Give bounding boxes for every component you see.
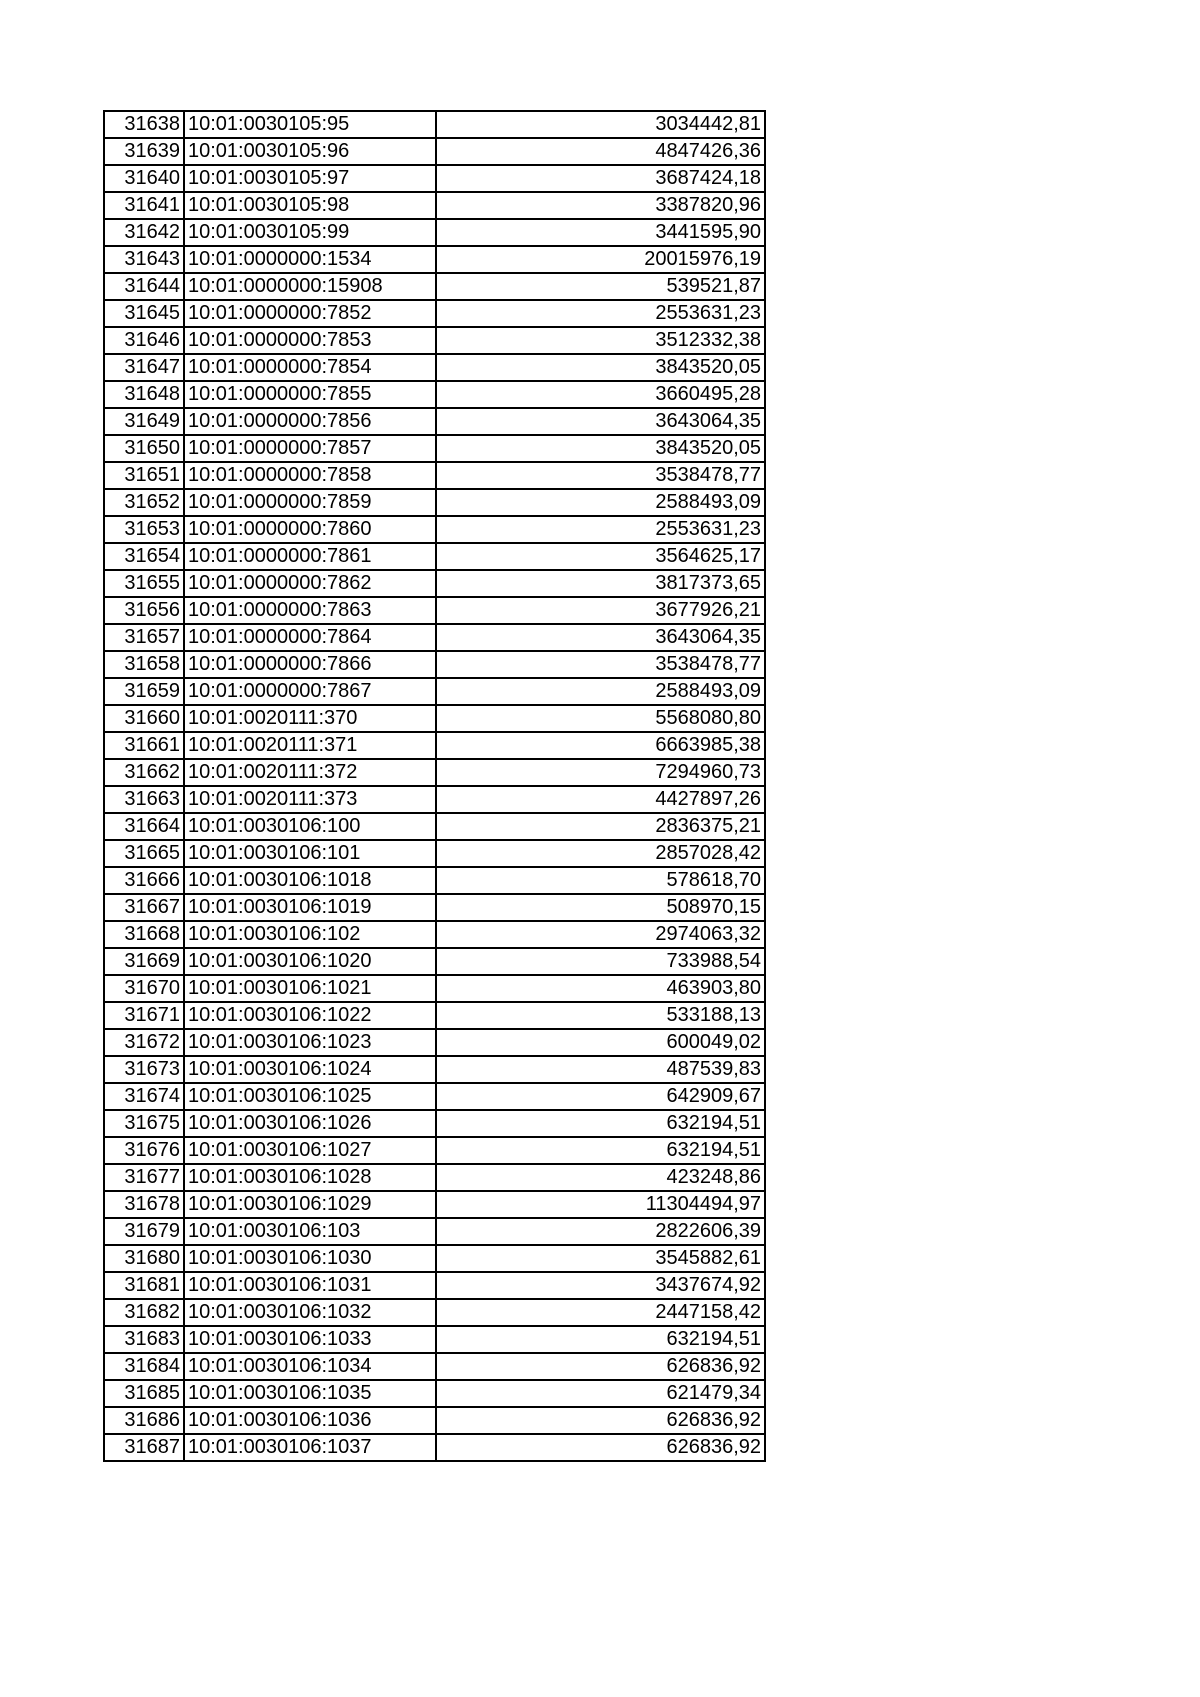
cadastral-number-cell: 10:01:0000000:7862: [184, 570, 436, 597]
row-number-cell: 31659: [104, 678, 184, 705]
cadastral-number-cell: 10:01:0030106:102: [184, 921, 436, 948]
cadastral-number-cell: 10:01:0020111:370: [184, 705, 436, 732]
table-row: [104, 192, 765, 219]
cadastral-number-cell: 10:01:0030106:1020: [184, 948, 436, 975]
row-number-cell: 31661: [104, 732, 184, 759]
cadastral-number-cell: 10:01:0000000:7852: [184, 300, 436, 327]
table-row: [104, 705, 765, 732]
row-number-cell: 31652: [104, 489, 184, 516]
table-row: [104, 624, 765, 651]
table-row: [104, 786, 765, 813]
value-cell: 3817373,65: [436, 570, 765, 597]
cadastral-number-cell: 10:01:0030106:1035: [184, 1380, 436, 1407]
value-cell: 3677926,21: [436, 597, 765, 624]
value-cell: 3643064,35: [436, 408, 765, 435]
value-cell: 626836,92: [436, 1407, 765, 1434]
value-cell: 621479,34: [436, 1380, 765, 1407]
table-row: [104, 381, 765, 408]
cadastral-number-cell: 10:01:0000000:7858: [184, 462, 436, 489]
row-number-cell: 31670: [104, 975, 184, 1002]
table-row: [104, 1083, 765, 1110]
table-row: [104, 111, 765, 138]
cadastral-number-cell: 10:01:0000000:1534: [184, 246, 436, 273]
cadastral-number-cell: 10:01:0030106:1036: [184, 1407, 436, 1434]
cadastral-number-cell: 10:01:0000000:15908: [184, 273, 436, 300]
row-number-cell: 31668: [104, 921, 184, 948]
table-row: [104, 354, 765, 381]
cadastral-number-cell: 10:01:0000000:7861: [184, 543, 436, 570]
cadastral-number-cell: 10:01:0020111:371: [184, 732, 436, 759]
cadastral-number-cell: 10:01:0030105:98: [184, 192, 436, 219]
cadastral-number-cell: 10:01:0000000:7860: [184, 516, 436, 543]
value-cell: 2836375,21: [436, 813, 765, 840]
row-number-cell: 31643: [104, 246, 184, 273]
row-number-cell: 31674: [104, 1083, 184, 1110]
value-cell: 2857028,42: [436, 840, 765, 867]
row-number-cell: 31680: [104, 1245, 184, 1272]
value-cell: 4427897,26: [436, 786, 765, 813]
table-row: [104, 435, 765, 462]
row-number-cell: 31679: [104, 1218, 184, 1245]
row-number-cell: 31677: [104, 1164, 184, 1191]
table-row: [104, 1191, 765, 1218]
value-cell: 463903,80: [436, 975, 765, 1002]
cadastral-number-cell: 10:01:0030106:100: [184, 813, 436, 840]
value-cell: 3538478,77: [436, 462, 765, 489]
row-number-cell: 31650: [104, 435, 184, 462]
table-row: [104, 1056, 765, 1083]
row-number-cell: 31648: [104, 381, 184, 408]
cadastral-number-cell: 10:01:0000000:7863: [184, 597, 436, 624]
value-cell: 2588493,09: [436, 678, 765, 705]
row-number-cell: 31671: [104, 1002, 184, 1029]
row-number-cell: 31684: [104, 1353, 184, 1380]
table-row: [104, 1002, 765, 1029]
table-row: [104, 975, 765, 1002]
table-row: [104, 1380, 765, 1407]
row-number-cell: 31654: [104, 543, 184, 570]
row-number-cell: 31656: [104, 597, 184, 624]
value-cell: 4847426,36: [436, 138, 765, 165]
table-row: [104, 1434, 765, 1461]
row-number-cell: 31642: [104, 219, 184, 246]
value-cell: 20015976,19: [436, 246, 765, 273]
cadastral-number-cell: 10:01:0030106:1037: [184, 1434, 436, 1461]
table-row: [104, 273, 765, 300]
value-cell: 2822606,39: [436, 1218, 765, 1245]
row-number-cell: 31667: [104, 894, 184, 921]
table-row: [104, 840, 765, 867]
value-cell: 6663985,38: [436, 732, 765, 759]
table-row: [104, 678, 765, 705]
table-row: [104, 867, 765, 894]
value-cell: 578618,70: [436, 867, 765, 894]
row-number-cell: 31666: [104, 867, 184, 894]
value-cell: 2553631,23: [436, 300, 765, 327]
row-number-cell: 31681: [104, 1272, 184, 1299]
table-row: [104, 921, 765, 948]
row-number-cell: 31683: [104, 1326, 184, 1353]
value-cell: 539521,87: [436, 273, 765, 300]
value-cell: 626836,92: [436, 1434, 765, 1461]
table-row: [104, 732, 765, 759]
table-row: [104, 1029, 765, 1056]
row-number-cell: 31645: [104, 300, 184, 327]
table-row: [104, 165, 765, 192]
row-number-cell: 31662: [104, 759, 184, 786]
table-row: [104, 1218, 765, 1245]
cadastral-number-cell: 10:01:0000000:7856: [184, 408, 436, 435]
table-row: [104, 1407, 765, 1434]
row-number-cell: 31655: [104, 570, 184, 597]
row-number-cell: 31646: [104, 327, 184, 354]
value-cell: 626836,92: [436, 1353, 765, 1380]
cadastral-number-cell: 10:01:0000000:7867: [184, 678, 436, 705]
cadastral-number-cell: 10:01:0030106:1022: [184, 1002, 436, 1029]
cadastral-number-cell: 10:01:0020111:372: [184, 759, 436, 786]
row-number-cell: 31638: [104, 111, 184, 138]
cadastral-number-cell: 10:01:0030106:1034: [184, 1353, 436, 1380]
row-number-cell: 31658: [104, 651, 184, 678]
table-row: [104, 1137, 765, 1164]
cadastral-number-cell: 10:01:0030106:1029: [184, 1191, 436, 1218]
value-cell: 3660495,28: [436, 381, 765, 408]
cadastral-number-cell: 10:01:0030106:1024: [184, 1056, 436, 1083]
value-cell: 11304494,97: [436, 1191, 765, 1218]
table-row: [104, 300, 765, 327]
row-number-cell: 31678: [104, 1191, 184, 1218]
cadastral-number-cell: 10:01:0030106:1031: [184, 1272, 436, 1299]
cadastral-number-cell: 10:01:0000000:7853: [184, 327, 436, 354]
value-cell: 3843520,05: [436, 354, 765, 381]
row-number-cell: 31669: [104, 948, 184, 975]
table-row: [104, 1299, 765, 1326]
cadastral-number-cell: 10:01:0030106:1025: [184, 1083, 436, 1110]
table-row: [104, 759, 765, 786]
cadastral-number-cell: 10:01:0030105:96: [184, 138, 436, 165]
value-cell: 508970,15: [436, 894, 765, 921]
table-row: [104, 408, 765, 435]
cadastral-number-cell: 10:01:0030106:1018: [184, 867, 436, 894]
table-row: [104, 1326, 765, 1353]
cadastral-number-cell: 10:01:0030106:1021: [184, 975, 436, 1002]
cadastral-number-cell: 10:01:0030106:1027: [184, 1137, 436, 1164]
row-number-cell: 31675: [104, 1110, 184, 1137]
cadastral-number-cell: 10:01:0000000:7864: [184, 624, 436, 651]
value-cell: 3441595,90: [436, 219, 765, 246]
table-row: [104, 894, 765, 921]
cadastral-number-cell: 10:01:0030106:1030: [184, 1245, 436, 1272]
row-number-cell: 31639: [104, 138, 184, 165]
cadastral-number-cell: 10:01:0030105:99: [184, 219, 436, 246]
cadastral-number-cell: 10:01:0030106:1023: [184, 1029, 436, 1056]
table-row: [104, 1272, 765, 1299]
table-row: [104, 570, 765, 597]
value-cell: 600049,02: [436, 1029, 765, 1056]
cadastral-number-cell: 10:01:0000000:7859: [184, 489, 436, 516]
value-cell: 2447158,42: [436, 1299, 765, 1326]
row-number-cell: 31673: [104, 1056, 184, 1083]
value-cell: 733988,54: [436, 948, 765, 975]
cadastral-number-cell: 10:01:0030106:1033: [184, 1326, 436, 1353]
value-cell: 2974063,32: [436, 921, 765, 948]
table-row: [104, 327, 765, 354]
row-number-cell: 31664: [104, 813, 184, 840]
table-row: [104, 597, 765, 624]
value-cell: 642909,67: [436, 1083, 765, 1110]
cadastral-number-cell: 10:01:0030106:1019: [184, 894, 436, 921]
value-cell: 3545882,61: [436, 1245, 765, 1272]
value-cell: 3387820,96: [436, 192, 765, 219]
row-number-cell: 31640: [104, 165, 184, 192]
table-row: [104, 219, 765, 246]
row-number-cell: 31682: [104, 1299, 184, 1326]
cadastral-number-cell: 10:01:0000000:7866: [184, 651, 436, 678]
row-number-cell: 31676: [104, 1137, 184, 1164]
row-number-cell: 31665: [104, 840, 184, 867]
value-cell: 2588493,09: [436, 489, 765, 516]
value-cell: 3512332,38: [436, 327, 765, 354]
table-body: [104, 111, 765, 1461]
cadastral-number-cell: 10:01:0030106:1028: [184, 1164, 436, 1191]
row-number-cell: 31663: [104, 786, 184, 813]
row-number-cell: 31672: [104, 1029, 184, 1056]
cadastral-number-cell: 10:01:0030106:1026: [184, 1110, 436, 1137]
row-number-cell: 31687: [104, 1434, 184, 1461]
row-number-cell: 31660: [104, 705, 184, 732]
value-cell: 7294960,73: [436, 759, 765, 786]
table-row: [104, 543, 765, 570]
table-row: [104, 246, 765, 273]
table-row: [104, 1110, 765, 1137]
row-number-cell: 31651: [104, 462, 184, 489]
row-number-cell: 31644: [104, 273, 184, 300]
cadastral-number-cell: 10:01:0000000:7855: [184, 381, 436, 408]
value-cell: 3843520,05: [436, 435, 765, 462]
row-number-cell: 31641: [104, 192, 184, 219]
cadastral-number-cell: 10:01:0030106:101: [184, 840, 436, 867]
value-cell: 3538478,77: [436, 651, 765, 678]
value-cell: 632194,51: [436, 1326, 765, 1353]
value-cell: 487539,83: [436, 1056, 765, 1083]
value-cell: 632194,51: [436, 1110, 765, 1137]
table-row: [104, 651, 765, 678]
table-row: [104, 1164, 765, 1191]
table-row: [104, 138, 765, 165]
value-cell: 3687424,18: [436, 165, 765, 192]
table-row: [104, 462, 765, 489]
value-cell: 5568080,80: [436, 705, 765, 732]
value-cell: 3437674,92: [436, 1272, 765, 1299]
table-row: [104, 516, 765, 543]
cadastral-number-cell: 10:01:0030106:1032: [184, 1299, 436, 1326]
cadastral-number-cell: 10:01:0020111:373: [184, 786, 436, 813]
row-number-cell: 31657: [104, 624, 184, 651]
row-number-cell: 31649: [104, 408, 184, 435]
value-cell: 3034442,81: [436, 111, 765, 138]
table-row: [104, 813, 765, 840]
cadastral-number-cell: 10:01:0000000:7857: [184, 435, 436, 462]
table-row: [104, 948, 765, 975]
value-cell: 632194,51: [436, 1137, 765, 1164]
table-row: [104, 489, 765, 516]
data-table: [103, 110, 766, 1462]
row-number-cell: 31647: [104, 354, 184, 381]
value-cell: 533188,13: [436, 1002, 765, 1029]
table-row: [104, 1353, 765, 1380]
value-cell: 3564625,17: [436, 543, 765, 570]
cadastral-number-cell: 10:01:0030106:103: [184, 1218, 436, 1245]
value-cell: 423248,86: [436, 1164, 765, 1191]
cadastral-number-cell: 10:01:0030105:95: [184, 111, 436, 138]
value-cell: 2553631,23: [436, 516, 765, 543]
row-number-cell: 31686: [104, 1407, 184, 1434]
value-cell: 3643064,35: [436, 624, 765, 651]
cadastral-number-cell: 10:01:0000000:7854: [184, 354, 436, 381]
row-number-cell: 31685: [104, 1380, 184, 1407]
cadastral-number-cell: 10:01:0030105:97: [184, 165, 436, 192]
table-row: [104, 1245, 765, 1272]
row-number-cell: 31653: [104, 516, 184, 543]
